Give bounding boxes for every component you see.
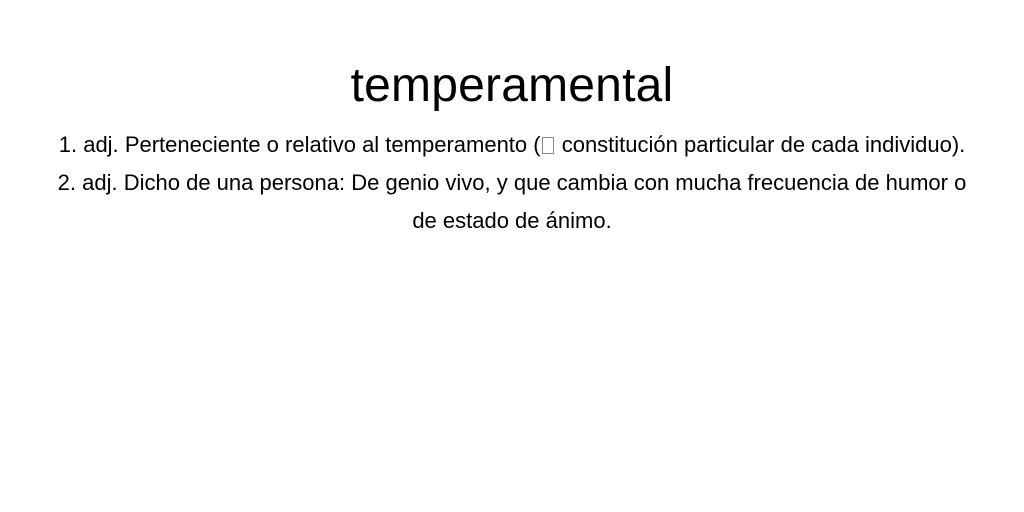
definition-1-category: adj. — [83, 132, 119, 157]
definition-1-text-before: Perteneciente o relativo al temperamento ( — [124, 132, 541, 157]
definition-1-text-after: constitución particular de cada individuo). — [555, 132, 966, 157]
definition-1-number: 1. — [58, 132, 78, 157]
definition-2 — [47, 164, 977, 240]
definition-2-text: Dicho de una persona: De genio vivo, y que cambia con mucha frecuencia de humor o de estado de ánimo. — [123, 170, 967, 233]
definition-2-number: 2. — [57, 170, 76, 195]
definitions-list — [47, 126, 977, 240]
definition-2-category: adj. — [82, 170, 118, 195]
missing-glyph-icon — [542, 137, 554, 154]
definition-1 — [47, 126, 977, 164]
entry-term: temperamental — [350, 59, 674, 112]
